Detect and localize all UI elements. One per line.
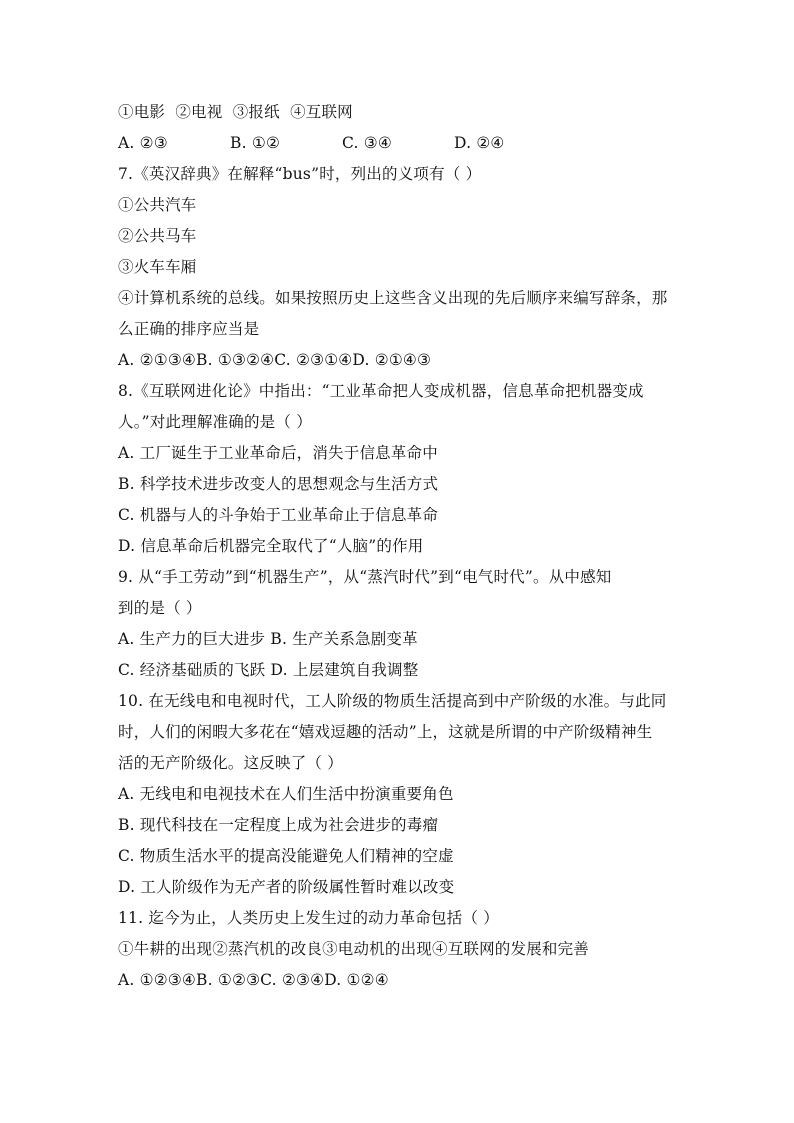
q9-options-line-1: A. 生产力的巨大进步 B. 生产关系急剧变革 xyxy=(118,630,418,648)
q7-stem: 7.《英汉辞典》在解释“bus”时，列出的义项有（ ） xyxy=(118,165,482,183)
q6-option-c: C. ③④ xyxy=(342,134,392,152)
q10-option-a: A. 无线电和电视技术在人们生活中扮演重要角色 xyxy=(118,785,454,803)
q8-option-d: D. 信息革命后机器完全取代了“人脑”的作用 xyxy=(118,537,424,555)
q7-item-3: ③火车车厢 xyxy=(118,258,197,276)
exam-page xyxy=(118,97,684,996)
q8-option-c: C. 机器与人的斗争始于工业革命止于信息革命 xyxy=(118,506,439,524)
q8-option-b: B. 科学技术进步改变人的思想观念与生活方式 xyxy=(118,475,439,493)
q7-item-4-line-2: 么正确的排序应当是 xyxy=(118,320,260,338)
q9-options-line-2: C. 经济基础质的飞跃 D. 上层建筑自我调整 xyxy=(118,661,419,679)
q10-stem-line-1: 10. 在无线电和电视时代，工人阶级的物质生活提高到中产阶级的水准。与此同 xyxy=(118,692,667,710)
q6-option-d: D. ②④ xyxy=(454,134,505,152)
q7-item-2: ②公共马车 xyxy=(118,227,197,245)
q10-stem-line-3: 活的无产阶级化。这反映了（ ） xyxy=(118,754,343,772)
q11-items: ①牛耕的出现②蒸汽机的改良③电动机的出现④互联网的发展和完善 xyxy=(118,940,590,958)
q6-options xyxy=(118,128,684,159)
q7-options: A. ②①③④B. ①③②④C. ②③①④D. ②①④③ xyxy=(118,351,432,369)
q6-items: ①电影 ②电视 ③报纸 ④互联网 xyxy=(118,103,353,121)
q10-stem-line-2: 时，人们的闲暇大多花在“嬉戏逗趣的活动”上，这就是所谓的中产阶级精神生 xyxy=(118,723,653,741)
q7-item-4-line-1: ④计算机系统的总线。如果按照历史上这些含义出现的先后顺序来编写辞条，那 xyxy=(118,289,668,307)
q11-stem: 11. 迄今为止，人类历史上发生过的动力革命包括（ ） xyxy=(118,909,499,927)
q10-option-c: C. 物质生活水平的提高没能避免人们精神的空虚 xyxy=(118,847,454,865)
q9-stem-line-1: 9. 从“手工劳动”到“机器生产”，从“蒸汽时代”到“电气时代”。从中感知 xyxy=(118,568,612,586)
q10-option-b: B. 现代科技在一定程度上成为社会进步的毒瘤 xyxy=(118,816,439,834)
q10-option-d: D. 工人阶级作为无产者的阶级属性暂时难以改变 xyxy=(118,878,455,896)
q8-stem-line-1: 8.《互联网进化论》中指出：“工业革命把人变成机器，信息革命把机器变成 xyxy=(118,382,644,400)
q9-stem-line-2: 到的是（ ） xyxy=(118,599,202,617)
q8-stem-line-2: 人。”对此理解准确的是（ ） xyxy=(118,413,312,431)
q8-option-a: A. 工厂诞生于工业革命后，消失于信息革命中 xyxy=(118,444,438,462)
q11-options: A. ①②③④B. ①②③C. ②③④D. ①②④ xyxy=(118,971,389,989)
q7-item-1: ①公共汽车 xyxy=(118,196,197,214)
q6-option-a: A. ②③ xyxy=(118,134,168,152)
q6-option-b: B. ①② xyxy=(230,134,281,152)
